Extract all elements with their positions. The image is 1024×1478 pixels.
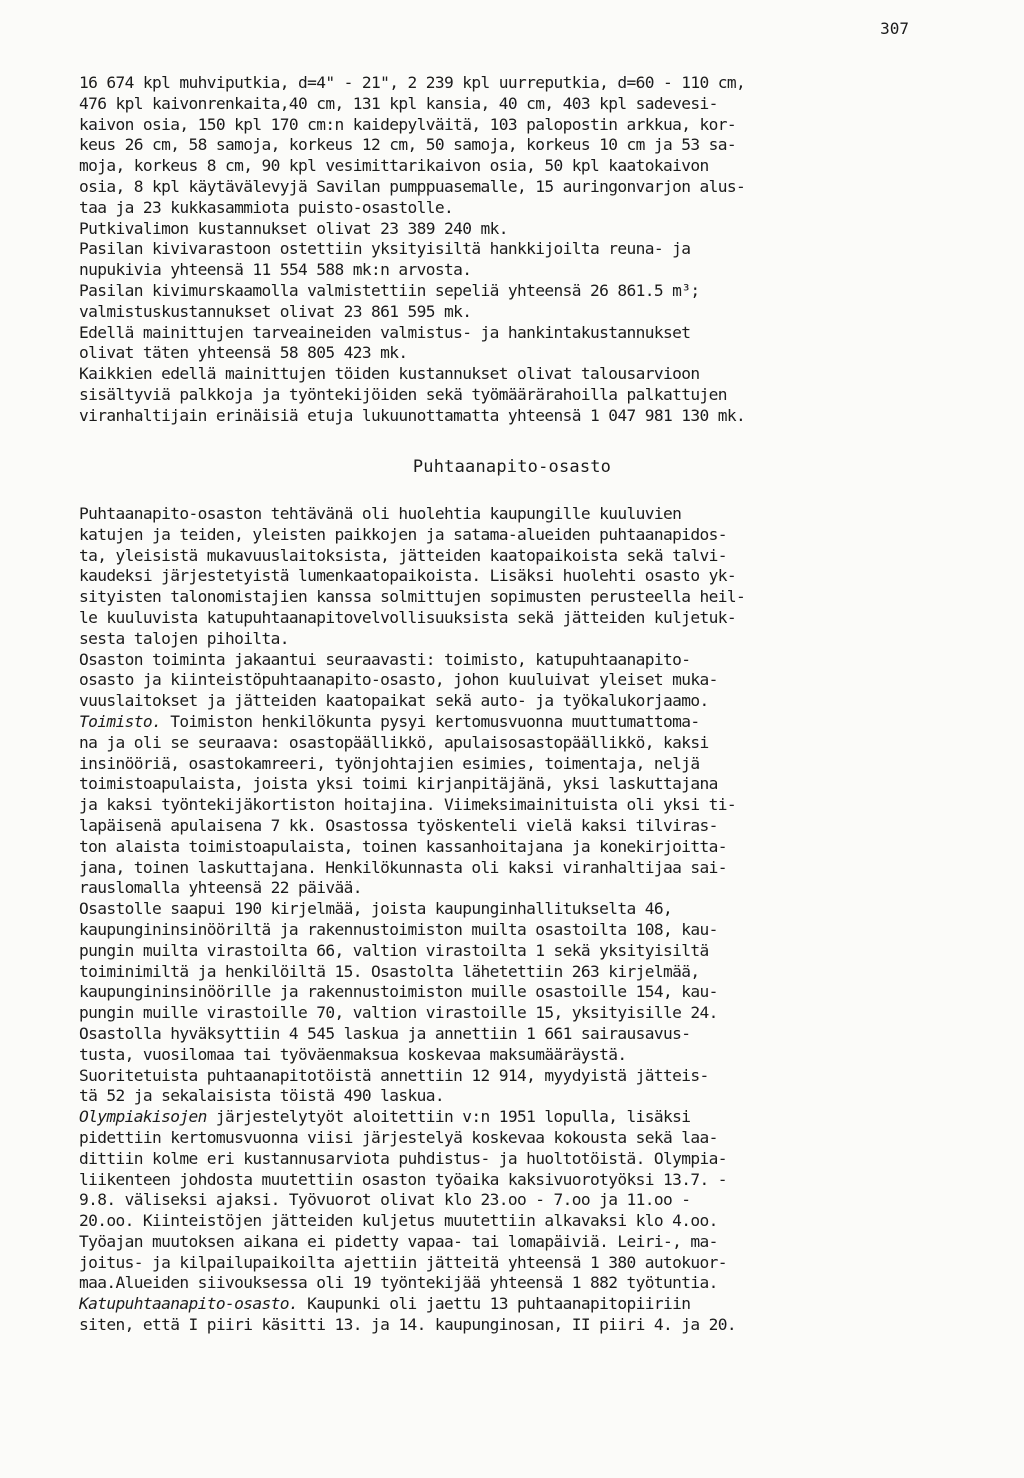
text-line: Suoritetuista puhtaanapitotöistä annettiin 12 914, myydyistä jätteis- [79,1065,709,1085]
text-line: kaupungininsinööriltä ja rakennustoimiston muilta osastoilta 108, kau- [79,919,718,939]
text-line [79,1336,959,1357]
text-line: pungin muilta virastoilta 66, valtion virastoilta 1 sekä yksityisiltä [79,940,709,960]
text-line: olivat täten yhteensä 58 805 423 mk. [79,343,408,363]
text-line: ja kaksi työntekijäkortiston hoitajina. Viimeksimainituista oli yksi ti- [79,795,737,815]
text-line: Osastolla hyväksyttiin 4 545 laskua ja annettiin 1 661 sairausavus- [79,1023,691,1043]
text-line: viranhaltijain erinäisiä etuja lukuunottamatta yhteensä 1 047 981 130 mk. [79,405,746,425]
text-line: Toimisto. Toimiston henkilökunta pysyi kertomusvuonna muuttumattoma- [79,711,700,731]
text-line: maa.Alueiden siivouksessa oli 19 työntekijää yhteensä 1 882 työtuntia. [79,1273,718,1293]
text-line: keus 26 cm, 58 samoja, korkeus 12 cm, 50 samoja, korkeus 10 cm ja 53 sa- [79,135,737,155]
text-line: Työajan muutoksen aikana ei pidetty vapaa- tai lomapäiviä. Leiri-, ma- [79,1231,718,1251]
text-line: 9.8. väliseksi ajaksi. Työvuorot olivat klo 23.oo - 7.oo ja 11.oo - [79,1190,691,1210]
text-line: tusta, vuosilomaa tai työväenmaksua koskevaa maksumääräystä. [79,1044,627,1064]
text-line: 20.oo. Kiinteistöjen jätteiden kuljetus muutettiin alkavaksi klo 4.oo. [79,1211,718,1231]
text-line: Pasilan kivivarastoon ostettiin yksityisiltä hankkijoilta reuna- ja [79,239,691,259]
text-line: toiminimiltä ja henkilöiltä 15. Osastolta lähetettiin 263 kirjelmää, [79,961,700,981]
text-line: osasto ja kiinteistöpuhtaanapito-osasto, johon kuuluivat yleiset muka- [79,670,718,690]
text-line: Osastolle saapui 190 kirjelmää, joista kaupunginhallitukselta 46, [79,899,673,919]
text-line: osia, 8 kpl käytävälevyjä Savilan pumppuasemalle, 15 auringonvarjon alus- [79,176,746,196]
page-number: 307 [880,19,909,38]
text-line: pidettiin kertomusvuonna viisi järjestelyä koskevaa kokousta sekä laa- [79,1127,718,1147]
text-line: ton alaista toimistoapulaista, toinen kassanhoitajana ja konekirjoitta- [79,836,727,856]
text-line: Osaston toiminta jakaantui seuraavasti: toimisto, katupuhtaanapito- [79,649,691,669]
text-line: Edellä mainittujen tarveaineiden valmistus- ja hankintakustannukset [79,322,691,342]
text-line: pungin muille virastoille 70, valtion virastoille 15, yksityisille 24. [79,1003,718,1023]
text-line: rauslomalla yhteensä 22 päivää. [79,878,362,898]
text-line: Pasilan kivimurskaamolla valmistettiin sepeliä yhteensä 26 861.5 m³; [79,280,700,300]
text-line: kaivon osia, 150 kpl 170 cm:n kaidepylväitä, 103 palopostin arkkua, kor- [79,114,737,134]
text-block-top [79,73,959,427]
text-line: lapäisenä apulaisena 7 kk. Osastossa työskenteli vielä kaksi tilviras- [79,815,718,835]
text-line: jana, toinen laskuttajana. Henkilökunnasta oli kaksi viranhaltijaa sai- [79,857,727,877]
text-line: toimistoapulaista, joista yksi toimi kirjanpitäjänä, yksi laskuttajana [79,774,718,794]
text-line: Katupuhtaanapito-osasto. Kaupunki oli jaettu 13 puhtaanapitopiiriin [79,1294,691,1314]
text-line: dittiin kolme eri kustannusarviota puhdistus- ja huoltotöistä. Olympia- [79,1148,727,1168]
text-line: Putkivalimon kustannukset olivat 23 389 240 mk. [79,218,508,238]
text-line: kaudeksi järjestetyistä lumenkaatopaikoista. Lisäksi huolehti osasto yk- [79,566,737,586]
text-line: moja, korkeus 8 cm, 90 kpl vesimittarikaivon osia, 50 kpl kaatokaivon [79,156,709,176]
section-heading: Puhtaanapito-osasto [412,457,612,477]
text-line: Puhtaanapito-osaston tehtävänä oli huolehtia kaupungille kuuluvien [79,504,682,523]
text-line: sisältyviä palkkoja ja työntekijöiden sekä työmäärärahoilla palkattujen [79,384,727,404]
text-block-main [79,504,959,1357]
text-line: kaupungininsinöörille ja rakennustoimiston muille osastoille 154, kau- [79,982,718,1002]
text-line: vuuslaitokset ja jätteiden kaatopaikat sekä auto- ja työkalukorjaamo. [79,691,709,711]
text-line: katujen ja teiden, yleisten paikkojen ja satama-alueiden puhtaanapidos- [79,524,727,544]
text-line: joitus- ja kilpailupaikoilta ajettiin jätteitä yhteensä 1 380 autokuor- [79,1252,727,1272]
text-line: insinööriä, osastokamreeri, työnjohtajien esimies, toimentaja, neljä [79,753,700,773]
text-line: taa ja 23 kukkasammiota puisto-osastolle. [79,197,454,217]
text-line: na ja oli se seuraava: osastopäällikkö, apulaisosastopäällikkö, kaksi [79,732,709,752]
text-line: 476 kpl kaivonrenkaita,40 cm, 131 kpl kansia, 40 cm, 403 kpl sadevesi- [79,93,718,113]
text-line: le kuuluvista katupuhtaanapitovelvollisuuksista sekä jätteiden kuljetuk- [79,607,737,627]
text-line: liikenteen johdosta muutettiin osaston työaika kaksivuorotyöksi 13.7. - [79,1169,727,1189]
text-line: nupukivia yhteensä 11 554 588 mk:n arvosta. [79,260,472,280]
text-line: Olympiakisojen järjestelytyöt aloitettiin v:n 1951 lopulla, lisäksi [79,1107,691,1127]
text-line: tä 52 ja sekalaisista töistä 490 laskua. [79,1086,445,1106]
text-line: Kaikkien edellä mainittujen töiden kustannukset olivat talousarvioon [79,364,700,384]
text-line: ta, yleisistä mukavuuslaitoksista, jätteiden kaatopaikoista sekä talvi- [79,545,727,565]
text-line: siten, että I piiri käsitti 13. ja 14. kaupunginosan, II piiri 4. ja 20. [79,1315,737,1335]
text-line: valmistuskustannukset olivat 23 861 595 mk. [79,301,472,321]
text-line: sesta talojen pihoilta. [79,628,289,648]
text-line: sityisten talonomistajien kanssa solmittujen sopimusten perusteella heil- [79,587,746,607]
text-line: 16 674 kpl muhviputkia, d=4" - 21", 2 239 kpl uurreputkia, d=60 - 110 cm, [79,73,746,92]
